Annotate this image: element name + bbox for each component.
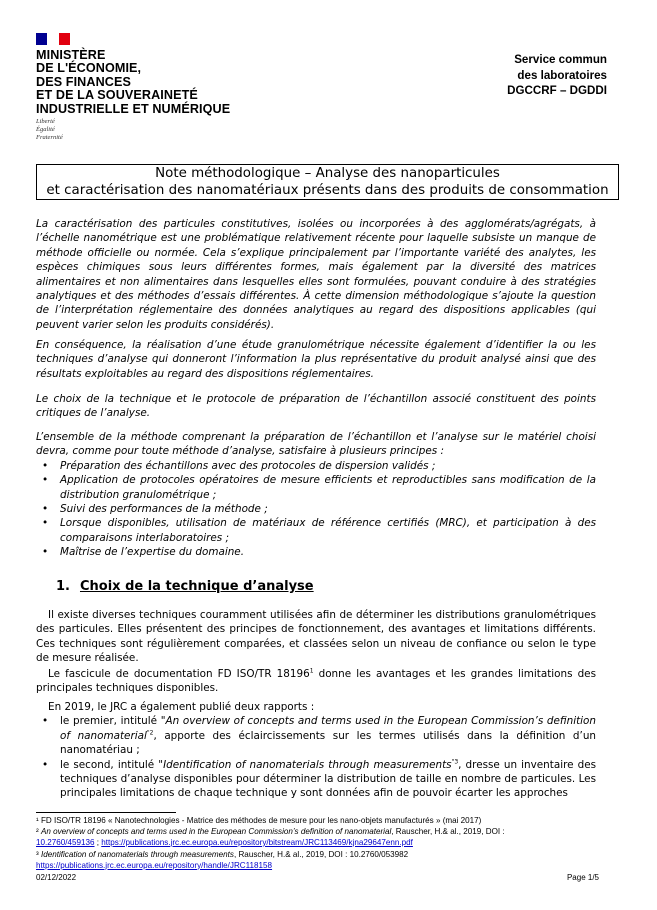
intro-paragraph-3 xyxy=(36,392,596,421)
text-run: , Rauscher, H.& al., 2019, DOI : xyxy=(391,827,505,836)
principles-list xyxy=(36,459,596,560)
motto-line: Liberté xyxy=(36,118,55,125)
service-line: Service commun xyxy=(514,53,607,66)
service-line: des laboratoires xyxy=(517,68,607,82)
section1-paragraph-2 xyxy=(36,667,596,696)
text-run: , apporte des éclaircissements sur les termes utilisés dans la définition d’un nanomatériau ; xyxy=(60,729,596,757)
intro-text: Le choix de la technique et le protocole de préparation de l’échantillon associé constituent des points critiques de l’analyse. xyxy=(36,393,596,420)
footnote-2 xyxy=(36,827,606,848)
report-title: Identification of nanomaterials through measurements xyxy=(40,850,234,859)
report-pdf-link[interactable]: https://publications.jrc.ec.europa.eu/repository/bitstream/JRC113469/kjna29647enn.pdf xyxy=(101,837,413,847)
ministry-line: MINISTÈRE xyxy=(36,48,106,62)
footnote-separator xyxy=(36,812,176,813)
text-run: ; xyxy=(94,837,102,847)
footnote-ref: "2 xyxy=(146,729,154,737)
section-title: Choix de la technique d’analyse xyxy=(79,579,314,594)
footnote-ref: "3 xyxy=(451,758,459,766)
footnote-1: ¹ FD ISO/TR 18196 « Nanotechnologies - Matrice des méthodes de mesure pour les nano-objets manufacturés » (mai 2017) xyxy=(36,816,482,825)
footnote-ref: 1 xyxy=(309,667,314,675)
motto xyxy=(36,118,63,142)
report-title: An overview of concepts and terms used in the European Commission’s definition of nanomaterial xyxy=(60,715,596,742)
text-run: donne les avantages et les grandes limitations des principales techniques disponibles. xyxy=(36,668,596,695)
intro-paragraph-1 xyxy=(36,217,596,332)
section-heading xyxy=(56,579,314,594)
intro-text: L’ensemble de la méthode comprenant la préparation de l’échantillon et l’analyse sur le matériel choisi devra, comme pour toute méthode d’analyse, satisfaire à plusieurs principes : xyxy=(36,431,596,458)
text-run: ³ xyxy=(36,850,41,859)
section1-paragraph-3 xyxy=(36,700,596,801)
text-run: Le fascicule de documentation FD ISO/TR 18196 xyxy=(48,668,310,680)
reports-list xyxy=(36,714,596,800)
list-item: • Préparation des échantillons avec des protocoles de dispersion validés ; xyxy=(36,459,596,473)
document-title-line2: et caractérisation des nanomatériaux présents dans des produits de consommation xyxy=(46,183,609,198)
intro-paragraph-4 xyxy=(36,430,596,560)
section-text: En 2019, le JRC a également publié deux rapports : xyxy=(48,701,315,713)
section-number: 1. xyxy=(56,579,70,594)
footnote-3 xyxy=(36,850,606,871)
list-item: • Application de protocoles opératoires de mesure efficients et reproductibles sans modification de la distribution granulométrique ; xyxy=(36,473,596,502)
list-item: • Suivi des performances de la méthode ; xyxy=(36,502,596,516)
intro-paragraph-2 xyxy=(36,338,596,381)
text-run: , Rauscher, H.& al., 2019, DOI : 10.2760/053982 xyxy=(233,850,409,859)
ministry-line: INDUSTRIELLE ET NUMÉRIQUE xyxy=(36,101,231,116)
report-title: Identification of nanomaterials through measurements xyxy=(163,758,452,771)
doi-link[interactable]: 10.2760/459136 xyxy=(36,837,95,847)
list-item: • Maîtrise de l’expertise du domaine. xyxy=(36,545,596,559)
document-title-line1: Note méthodologique – Analyse des nanoparticules xyxy=(155,166,500,181)
ministry-line: ET DE LA SOUVERAINETÉ xyxy=(36,88,198,103)
text-run: le second, intitulé " xyxy=(60,758,164,771)
ministry-name xyxy=(36,49,230,116)
report-handle-link[interactable]: https://publications.jrc.ec.europa.eu/repository/handle/JRC118158 xyxy=(36,860,273,870)
motto-line: Fraternité xyxy=(36,134,63,141)
page-number: Page 1/5 xyxy=(566,873,599,882)
ministry-line: DE L'ÉCONOMIE, xyxy=(36,61,142,76)
section-text: Il existe diverses techniques couramment utilisées afin de déterminer les distributions granulométriques des particules. Elles présentent des principes de fonctionnement, des avantages et limitations différents. Ces techniques sont régulièrement comparées, et classées selon un niveau de confiance ou selon le type de mesure réalisée. xyxy=(36,609,596,665)
document-title-box xyxy=(36,164,619,200)
list-item xyxy=(36,758,596,801)
intro-text: La caractérisation des particules constitutives, isolées ou incorporées à des agglomérats/agrégats, à l’échelle nanométrique est une problématique relativement récente pour laquelle subsiste un manque de méthode officielle ou normée. Cela s’explique principalement par l’importante variété des analytes, les espèces chimiques sous leurs différentes formes, mais également par la diversité des matrices alimentaires et non alimentaires dans lesquelles elles sont formulées, pouvant conduire à des stratégies analytiques et des méthodes d’essais différentes. À cette dimension méthodologique s’ajoute la question de l’interprétation réglementaire des données analytiques au regard des dispositions applicables (qui peuvent varier selon les produits considérés). xyxy=(36,218,596,331)
motto-line: Égalité xyxy=(36,126,55,133)
list-item xyxy=(36,714,596,757)
text-run: le premier, intitulé " xyxy=(60,715,166,728)
republique-flag-logo xyxy=(36,33,70,45)
text-run: ² xyxy=(36,827,41,836)
document-date: 02/12/2022 xyxy=(36,873,77,882)
section-text xyxy=(36,667,596,696)
ministry-line: DES FINANCES xyxy=(36,74,131,89)
service-line: DGCCRF – DGDDI xyxy=(507,84,607,97)
text-run: , dresse un inventaire des techniques d’analyse disponibles pour déterminer la distribution de taille en nombre de particules. Les principales limitations de chaque technique y sont données afin de pouvoir écarter les approches xyxy=(60,758,597,800)
service-name xyxy=(507,52,607,99)
intro-text: En conséquence, la réalisation d’une étude granulométrique nécessite également d’identifier la ou les techniques d’analyse qui donneront l’information la plus représentative du produit analysé ainsi que des résultats exploitables au regard des dispositions réglementaires. xyxy=(36,339,596,380)
list-item: • Lorsque disponibles, utilisation de matériaux de référence certifiés (MRC), et participation à des comparaisons interlaboratoires ; xyxy=(36,516,596,545)
section1-paragraph-1 xyxy=(36,608,596,666)
report-title: An overview of concepts and terms used in the European Commission’s definition of nanomaterial xyxy=(40,827,392,836)
